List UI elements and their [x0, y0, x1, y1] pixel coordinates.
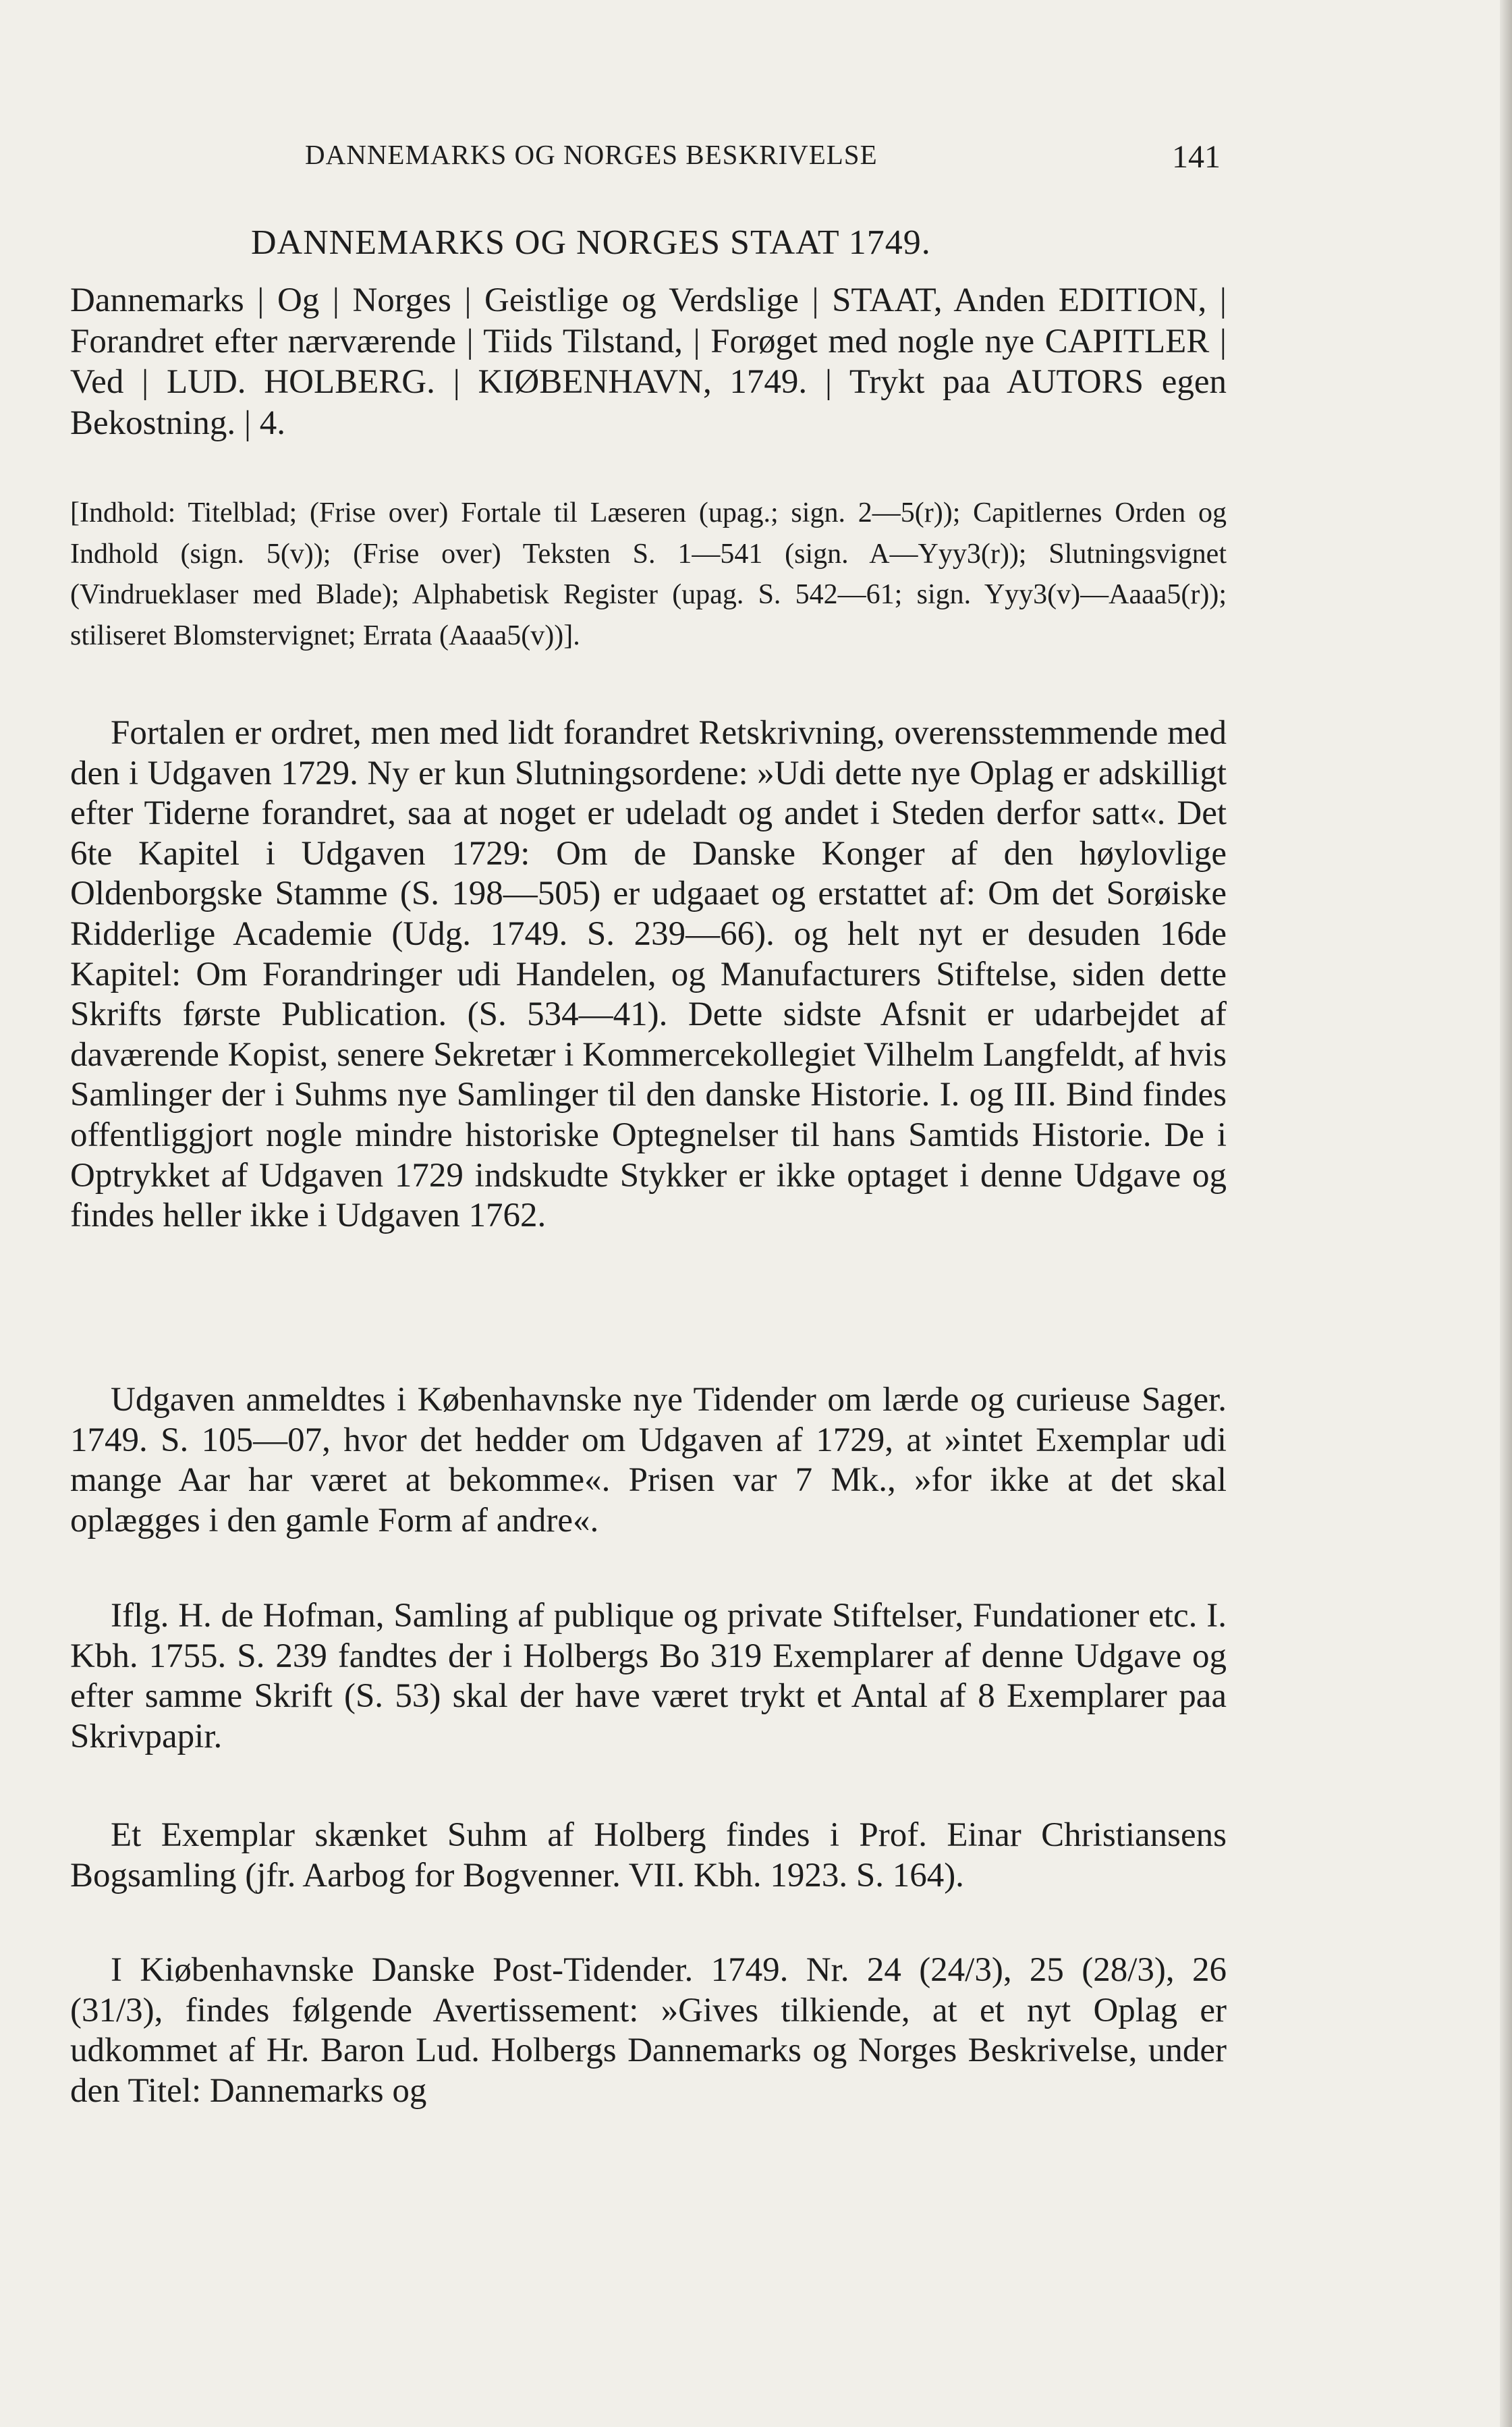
- page-edge: [1500, 0, 1512, 2427]
- section-title: DANNEMARKS OG NORGES STAAT 1749.: [251, 223, 931, 262]
- paragraph-anmeldelse: Udgaven anmeldtes i Københavnske nye Tidender om lærde og curieuse Sager. 1749. S. 105—07, hvor det hedder om Udgaven af 1729, at »intet Exemplar udi mange Aar har været at bekomme«. Prisen var 7 Mk., »for ikke at det skal oplægges i den gamle Form af andre«.: [70, 1381, 1227, 1539]
- paragraph-post-tidender: I Kiøbenhavnske Danske Post-Tidender. 1749. Nr. 24 (24/3), 25 (28/3), 26 (31/3), findes følgende Avertissement: »Gives tilkiende, at et nyt Oplag er udkommet af Hr. Baron Lud. Holbergs Dannemarks og Norges Beskrivelse, under den Titel: Dannemarks og: [70, 1951, 1227, 2110]
- paragraph-fortalen: Fortalen er ordret, men med lidt forandret Retskrivning, overensstemmende med den i Udgaven 1729. Ny er kun Slutningsordene: »Udi dette nye Oplag er adskilligt efter Tiderne forandret, saa at noget er udeladt og andet i Steden derfor satt«. Det 6te Kapitel i Udgaven 1729: Om de Danske Konger af den høylovlige Oldenborgske Stamme (S. 198—505) er udgaaet og erstattet af: Om det Sorøiske Ridderlige Academie (Udg. 1749. S. 239—66). og helt nyt er desuden 16de Kapitel: Om Forandringer udi Handelen, og Manufacturers Stiftelse, siden dette Skrifts første Publication. (S. 534—41). Dette sidste Afsnit er udarbejdet af daværende Kopist, senere Sekretær i Kommercekollegiet Vilhelm Langfeldt, af hvis Samlinger der i Suhms nye Samlinger til den danske Historie. I. og III. Bind findes offentliggjort nogle mindre historiske Optegnelser til hans Samtids Historie. De i Optrykket af Udgaven 1729 indskudte Stykker er ikke optaget i denne Udgave og findes heller ikke i Udgaven 1762.: [70, 714, 1227, 1235]
- contents-note: [Indhold: Titelblad; (Frise over) Fortale til Læseren (upag.; sign. 2—5(r)); Capitlernes Orden og Indhold (sign. 5(v)); (Frise over) Teksten S. 1—541 (sign. A—Yyy3(r)); Slutningsvignet (Vindrueklaser med Blade); Alphabetisk Register (upag. S. 542—61; sign. Yyy3(v)—Aaaa5(r)); stiliseret Blomstervignet; Errata (Aaaa5(v))].: [70, 497, 1227, 651]
- running-head: DANNEMARKS OG NORGES BESKRIVELSE: [305, 139, 878, 170]
- title-transcription: Dannemarks | Og | Norges | Geistlige og Verdslige | STAAT, Anden EDITION, | Forandret efter nærværende | Tiids Tilstand, | Forøget med nogle nye CAPITLER | Ved | LUD. HOLBERG. | KIØBENHAVN, 1749. | Trykt paa AUTORS egen Bekostning. | 4.: [70, 281, 1227, 442]
- paragraph-exemplar: Et Exemplar skænket Suhm af Holberg findes i Prof. Einar Christiansens Bogsamling (jfr. Aarbog for Bogvenner. VII. Kbh. 1923. S. 164).: [70, 1816, 1227, 1894]
- page-number: 141: [1172, 139, 1221, 175]
- paragraph-hofman: Iflg. H. de Hofman, Samling af publique og private Stiftelser, Fundationer etc. I. Kbh. 1755. S. 239 fandtes der i Holbergs Bo 319 Exemplarer af denne Udgave og efter samme Skrift (S. 53) skal der have været trykt et Antal af 8 Exemplarer paa Skrivpapir.: [70, 1597, 1227, 1755]
